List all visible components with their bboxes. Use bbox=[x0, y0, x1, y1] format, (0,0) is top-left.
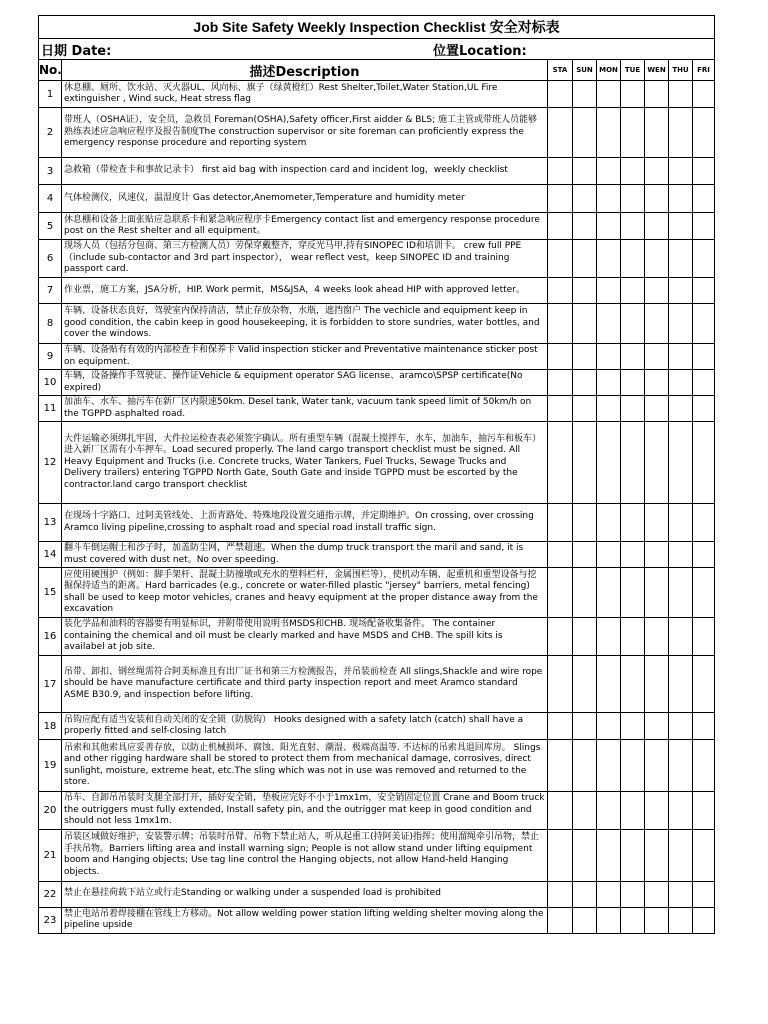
check-cell-thu[interactable] bbox=[669, 240, 693, 278]
item-number: 10 bbox=[39, 370, 62, 396]
check-cell-tue[interactable] bbox=[621, 568, 645, 618]
check-cell-tue[interactable] bbox=[621, 713, 645, 740]
check-cell-tue[interactable] bbox=[621, 907, 645, 933]
column-header-wen: WEN bbox=[645, 60, 669, 81]
check-cell-mon[interactable] bbox=[597, 213, 621, 240]
check-cell-sun[interactable] bbox=[573, 185, 597, 213]
check-cell-fri[interactable] bbox=[693, 792, 715, 830]
check-cell-thu[interactable] bbox=[669, 713, 693, 740]
check-cell-sun[interactable] bbox=[573, 713, 597, 740]
check-cell-fri[interactable] bbox=[693, 370, 715, 396]
table-row bbox=[39, 344, 715, 370]
checklist-items bbox=[39, 81, 715, 934]
item-description: 带班人（OSHA证），安全员，急救员 Foreman(OSHA),Safety officer,First aidder & BLS; 施工主管或带班人员能够熟练表述应急响应程序及报告制度The construction supervisor or site foreman can proficiently express the emergency response procedure and reporting system bbox=[62, 108, 548, 158]
check-cell-sun[interactable] bbox=[573, 881, 597, 907]
check-cell-sun[interactable] bbox=[573, 344, 597, 370]
check-cell-wen[interactable] bbox=[645, 278, 669, 304]
item-description: 禁止在悬挂荷载下站立或行走Standing or walking under a suspended load is prohibited bbox=[62, 881, 548, 907]
table-row bbox=[39, 542, 715, 568]
item-description: 翻斗车倒运帽土和沙子时，加盖防尘网，严禁超速。When the dump truck transport the maril and sand, it is must covered with dust net。No over speeding. bbox=[62, 542, 548, 568]
check-cell-thu[interactable] bbox=[669, 907, 693, 933]
table-row bbox=[39, 740, 715, 792]
table-row bbox=[39, 792, 715, 830]
check-cell-sta[interactable] bbox=[548, 656, 573, 713]
check-cell-tue[interactable] bbox=[621, 542, 645, 568]
check-cell-fri[interactable] bbox=[693, 344, 715, 370]
check-cell-thu[interactable] bbox=[669, 618, 693, 656]
check-cell-fri[interactable] bbox=[693, 618, 715, 656]
item-number: 6 bbox=[39, 240, 62, 278]
check-cell-wen[interactable] bbox=[645, 185, 669, 213]
item-description: 车辆、设备贴有有效的内部检查卡和保养卡 Valid inspection sticker and Preventative maintenance sticker post on equipment. bbox=[62, 344, 548, 370]
check-cell-tue[interactable] bbox=[621, 278, 645, 304]
check-cell-fri[interactable] bbox=[693, 740, 715, 792]
check-cell-sun[interactable] bbox=[573, 108, 597, 158]
check-cell-fri[interactable] bbox=[693, 158, 715, 185]
table-row bbox=[39, 185, 715, 213]
table-row bbox=[39, 396, 715, 422]
check-cell-fri[interactable] bbox=[693, 213, 715, 240]
check-cell-tue[interactable] bbox=[621, 344, 645, 370]
check-cell-mon[interactable] bbox=[597, 740, 621, 792]
item-description: 车辆，设备操作手驾驶证、操作证Vehicle & equipment operator SAG license、aramco\SPSP certificate(No expired) bbox=[62, 370, 548, 396]
check-cell-fri[interactable] bbox=[693, 881, 715, 907]
check-cell-thu[interactable] bbox=[669, 278, 693, 304]
date-label: 日期 Date: bbox=[41, 43, 112, 59]
check-cell-mon[interactable] bbox=[597, 344, 621, 370]
check-cell-wen[interactable] bbox=[645, 618, 669, 656]
table-row bbox=[39, 881, 715, 907]
item-description: 吊索和其他索具应妥善存放，以防止机械损坏、腐蚀、阳光直射、潮湿、极端高温等. 不达标的吊索具退回库房。 Slings and other rigging hardware shall be stored to protect them from mechanical damage, corrosives, direct sunlight, moisture, extreme heat, etc.The sling which was not in use was removed and returned to the store. bbox=[62, 740, 548, 792]
check-cell-mon[interactable] bbox=[597, 713, 621, 740]
table-row bbox=[39, 81, 715, 108]
check-cell-wen[interactable] bbox=[645, 108, 669, 158]
item-number: 19 bbox=[39, 740, 62, 792]
item-description: 加油车、水车、抽污车在新厂区内限速50km. Desel tank, Water tank, vacuum tank speed limit of 50km/h on the TGPPD asphalted road. bbox=[62, 396, 548, 422]
checklist-sheet bbox=[38, 15, 714, 934]
check-cell-tue[interactable] bbox=[621, 504, 645, 542]
check-cell-fri[interactable] bbox=[693, 504, 715, 542]
check-cell-tue[interactable] bbox=[621, 881, 645, 907]
check-cell-thu[interactable] bbox=[669, 108, 693, 158]
check-cell-fri[interactable] bbox=[693, 185, 715, 213]
check-cell-thu[interactable] bbox=[669, 185, 693, 213]
page-title: Job Site Safety Weekly Inspection Checklist 安全对标表 bbox=[39, 16, 715, 39]
check-cell-tue[interactable] bbox=[621, 792, 645, 830]
check-cell-tue[interactable] bbox=[621, 370, 645, 396]
check-cell-sta[interactable] bbox=[548, 792, 573, 830]
check-cell-mon[interactable] bbox=[597, 792, 621, 830]
check-cell-tue[interactable] bbox=[621, 304, 645, 344]
table-row bbox=[39, 108, 715, 158]
check-cell-sun[interactable] bbox=[573, 370, 597, 396]
check-cell-sta[interactable] bbox=[548, 81, 573, 108]
check-cell-thu[interactable] bbox=[669, 792, 693, 830]
item-number: 23 bbox=[39, 907, 62, 933]
check-cell-sta[interactable] bbox=[548, 504, 573, 542]
table-row bbox=[39, 422, 715, 504]
check-cell-sun[interactable] bbox=[573, 656, 597, 713]
check-cell-fri[interactable] bbox=[693, 304, 715, 344]
check-cell-tue[interactable] bbox=[621, 396, 645, 422]
check-cell-thu[interactable] bbox=[669, 213, 693, 240]
check-cell-wen[interactable] bbox=[645, 213, 669, 240]
check-cell-sun[interactable] bbox=[573, 907, 597, 933]
item-number: 13 bbox=[39, 504, 62, 542]
item-description: 装化学品和油料的容器要有明显标识，并附带使用说明书MSDS和CHB. 现场配备收集备件。 The container containing the chemical and oil must be clearly marked and have MSDS and CHB. The spill kits is availabel at job site. bbox=[62, 618, 548, 656]
item-number: 15 bbox=[39, 568, 62, 618]
check-cell-wen[interactable] bbox=[645, 907, 669, 933]
check-cell-sun[interactable] bbox=[573, 542, 597, 568]
item-number: 9 bbox=[39, 344, 62, 370]
check-cell-sta[interactable] bbox=[548, 344, 573, 370]
column-header-no: No. bbox=[39, 60, 62, 81]
check-cell-thu[interactable] bbox=[669, 740, 693, 792]
check-cell-tue[interactable] bbox=[621, 422, 645, 504]
column-header-row bbox=[39, 60, 715, 81]
check-cell-mon[interactable] bbox=[597, 370, 621, 396]
check-cell-fri[interactable] bbox=[693, 108, 715, 158]
check-cell-thu[interactable] bbox=[669, 829, 693, 881]
check-cell-mon[interactable] bbox=[597, 108, 621, 158]
item-number: 21 bbox=[39, 829, 62, 881]
table-row bbox=[39, 568, 715, 618]
check-cell-tue[interactable] bbox=[621, 656, 645, 713]
check-cell-wen[interactable] bbox=[645, 422, 669, 504]
item-number: 11 bbox=[39, 396, 62, 422]
item-description: 休息棚和设备上面张贴应急联系卡和紧急响应程序卡Emergency contact list and emergency response procedure post on the Rest shelter and all equipment。 bbox=[62, 213, 548, 240]
check-cell-wen[interactable] bbox=[645, 542, 669, 568]
check-cell-tue[interactable] bbox=[621, 185, 645, 213]
check-cell-fri[interactable] bbox=[693, 829, 715, 881]
check-cell-mon[interactable] bbox=[597, 656, 621, 713]
check-cell-sta[interactable] bbox=[548, 618, 573, 656]
item-number: 22 bbox=[39, 881, 62, 907]
check-cell-sun[interactable] bbox=[573, 740, 597, 792]
check-cell-wen[interactable] bbox=[645, 881, 669, 907]
check-cell-tue[interactable] bbox=[621, 829, 645, 881]
check-cell-sun[interactable] bbox=[573, 792, 597, 830]
check-cell-sun[interactable] bbox=[573, 829, 597, 881]
table-row bbox=[39, 504, 715, 542]
check-cell-thu[interactable] bbox=[669, 158, 693, 185]
check-cell-sta[interactable] bbox=[548, 568, 573, 618]
check-cell-sun[interactable] bbox=[573, 240, 597, 278]
item-description: 作业票，施工方案，JSA分析，HIP. Work permit，MS&JSA，4 weeks look ahead HIP with approved letter。 bbox=[62, 278, 548, 304]
check-cell-fri[interactable] bbox=[693, 240, 715, 278]
check-cell-mon[interactable] bbox=[597, 81, 621, 108]
table-row bbox=[39, 370, 715, 396]
table-row bbox=[39, 713, 715, 740]
column-header-sta: STA bbox=[548, 60, 573, 81]
check-cell-sta[interactable] bbox=[548, 907, 573, 933]
check-cell-sun[interactable] bbox=[573, 422, 597, 504]
check-cell-mon[interactable] bbox=[597, 304, 621, 344]
check-cell-wen[interactable] bbox=[645, 240, 669, 278]
check-cell-wen[interactable] bbox=[645, 740, 669, 792]
table-row bbox=[39, 158, 715, 185]
table-row bbox=[39, 656, 715, 713]
check-cell-thu[interactable] bbox=[669, 656, 693, 713]
check-cell-sta[interactable] bbox=[548, 422, 573, 504]
check-cell-sun[interactable] bbox=[573, 396, 597, 422]
check-cell-sta[interactable] bbox=[548, 370, 573, 396]
table-row bbox=[39, 618, 715, 656]
column-header-thu: THU bbox=[669, 60, 693, 81]
check-cell-sta[interactable] bbox=[548, 108, 573, 158]
check-cell-thu[interactable] bbox=[669, 542, 693, 568]
item-number: 20 bbox=[39, 792, 62, 830]
check-cell-mon[interactable] bbox=[597, 422, 621, 504]
check-cell-fri[interactable] bbox=[693, 396, 715, 422]
item-number: 4 bbox=[39, 185, 62, 213]
item-description: 应使用硬围护（例如：脚手架杆、混凝土防撞墩或充水的塑料栏杆，金属围栏等），使机动车辆、起重机和重型设备与挖掘保持适当的距离。Hard barricades (e.g., concrete or water-filled plastic "jersey" barriers, metal fencing) shall be used to keep motor vehicles, cranes and heavy equipment at the proper distance away from the excavation bbox=[62, 568, 548, 618]
item-description: 急救箱（带检查卡和事故记录卡） first aid bag with inspection card and incident log，weekly checklist bbox=[62, 158, 548, 185]
check-cell-thu[interactable] bbox=[669, 881, 693, 907]
item-number: 17 bbox=[39, 656, 62, 713]
table-row bbox=[39, 907, 715, 933]
check-cell-wen[interactable] bbox=[645, 396, 669, 422]
check-cell-tue[interactable] bbox=[621, 240, 645, 278]
column-header-tue: TUE bbox=[621, 60, 645, 81]
check-cell-sun[interactable] bbox=[573, 304, 597, 344]
item-description: 在现场十字路口、过阿美管线处、上沥青路处、特殊地段设置交通指示牌，并定期维护。On crossing, over crossing Aramco living pipeline,crossing to asphalt road and special road install traffic sign. bbox=[62, 504, 548, 542]
check-cell-thu[interactable] bbox=[669, 81, 693, 108]
item-description: 吊钩应配有适当安装和自动关闭的安全锁（防脱钩） Hooks designed with a safety latch (catch) shall have a properly fitted and self-closing latch bbox=[62, 713, 548, 740]
check-cell-wen[interactable] bbox=[645, 370, 669, 396]
column-header-description: 描述Description bbox=[62, 60, 548, 81]
check-cell-sta[interactable] bbox=[548, 542, 573, 568]
check-cell-wen[interactable] bbox=[645, 304, 669, 344]
check-cell-wen[interactable] bbox=[645, 792, 669, 830]
table-row bbox=[39, 829, 715, 881]
item-number: 14 bbox=[39, 542, 62, 568]
check-cell-wen[interactable] bbox=[645, 656, 669, 713]
check-cell-tue[interactable] bbox=[621, 108, 645, 158]
check-cell-wen[interactable] bbox=[645, 344, 669, 370]
item-description: 休息棚、厕所、饮水站、灭火器UL、风向标、旗子（绿黄橙红）Rest Shelter,Toilet,Water Station,UL Fire extinguisher , Wind suck, Heat stress flag bbox=[62, 81, 548, 108]
item-description: 车辆、设备状态良好，驾驶室内保持清洁，禁止存放杂物，水瓶，遮挡窗户 The vechicle and equipment keep in good condition, the cabin keep in good housekeeping, it is forbidden to store sundries, water bottles, and cover the windows. bbox=[62, 304, 548, 344]
check-cell-thu[interactable] bbox=[669, 370, 693, 396]
location-label: 位置Location: bbox=[433, 43, 527, 59]
check-cell-mon[interactable] bbox=[597, 185, 621, 213]
table-row bbox=[39, 278, 715, 304]
check-cell-sun[interactable] bbox=[573, 618, 597, 656]
check-cell-wen[interactable] bbox=[645, 829, 669, 881]
item-number: 1 bbox=[39, 81, 62, 108]
check-cell-tue[interactable] bbox=[621, 213, 645, 240]
check-cell-fri[interactable] bbox=[693, 713, 715, 740]
check-cell-tue[interactable] bbox=[621, 81, 645, 108]
item-number: 2 bbox=[39, 108, 62, 158]
item-number: 12 bbox=[39, 422, 62, 504]
check-cell-thu[interactable] bbox=[669, 504, 693, 542]
table-row bbox=[39, 213, 715, 240]
check-cell-thu[interactable] bbox=[669, 568, 693, 618]
check-cell-mon[interactable] bbox=[597, 568, 621, 618]
item-number: 16 bbox=[39, 618, 62, 656]
check-cell-sta[interactable] bbox=[548, 740, 573, 792]
check-cell-sta[interactable] bbox=[548, 240, 573, 278]
check-cell-tue[interactable] bbox=[621, 158, 645, 185]
item-number: 5 bbox=[39, 213, 62, 240]
check-cell-mon[interactable] bbox=[597, 907, 621, 933]
check-cell-mon[interactable] bbox=[597, 278, 621, 304]
check-cell-wen[interactable] bbox=[645, 713, 669, 740]
check-cell-sta[interactable] bbox=[548, 185, 573, 213]
check-cell-wen[interactable] bbox=[645, 81, 669, 108]
check-cell-mon[interactable] bbox=[597, 240, 621, 278]
check-cell-mon[interactable] bbox=[597, 504, 621, 542]
check-cell-thu[interactable] bbox=[669, 396, 693, 422]
check-cell-fri[interactable] bbox=[693, 81, 715, 108]
check-cell-thu[interactable] bbox=[669, 422, 693, 504]
check-cell-sta[interactable] bbox=[548, 304, 573, 344]
check-cell-fri[interactable] bbox=[693, 907, 715, 933]
check-cell-wen[interactable] bbox=[645, 568, 669, 618]
item-number: 3 bbox=[39, 158, 62, 185]
check-cell-mon[interactable] bbox=[597, 542, 621, 568]
check-cell-mon[interactable] bbox=[597, 158, 621, 185]
table-row bbox=[39, 304, 715, 344]
item-number: 18 bbox=[39, 713, 62, 740]
check-cell-sun[interactable] bbox=[573, 568, 597, 618]
date-location-row bbox=[39, 39, 715, 60]
table-row bbox=[39, 240, 715, 278]
check-cell-wen[interactable] bbox=[645, 158, 669, 185]
check-cell-thu[interactable] bbox=[669, 304, 693, 344]
item-description: 现场人员（包括分包商、第三方检测人员）劳保穿戴整齐，穿反光马甲,持有SINOPEC ID和培训卡。 crew full PPE （include sub-contactor and 3rd part inspector）， wear reflect vest，keep SINOPEC ID and training passport card. bbox=[62, 240, 548, 278]
check-cell-sun[interactable] bbox=[573, 213, 597, 240]
item-description: 气体检测仪，风速仪，温湿度计 Gas detector,Anemometer,Temperature and humidity meter bbox=[62, 185, 548, 213]
check-cell-sta[interactable] bbox=[548, 829, 573, 881]
checklist-table bbox=[38, 15, 715, 934]
check-cell-fri[interactable] bbox=[693, 568, 715, 618]
column-header-fri: FRI bbox=[693, 60, 715, 81]
column-header-mon: MON bbox=[597, 60, 621, 81]
check-cell-sta[interactable] bbox=[548, 278, 573, 304]
check-cell-thu[interactable] bbox=[669, 344, 693, 370]
check-cell-sun[interactable] bbox=[573, 504, 597, 542]
check-cell-tue[interactable] bbox=[621, 740, 645, 792]
check-cell-sta[interactable] bbox=[548, 396, 573, 422]
check-cell-fri[interactable] bbox=[693, 278, 715, 304]
item-description: 吊装区域做好维护，安装警示牌；吊装时吊臂、吊物下禁止站人，听从起重工(持阿美证)指挥；使用溜绳牵引吊物，禁止手扶吊物。Barriers lifting area and install warning sign; People is not allow stand under lifting equipment boom and Hanging objects; Use tag line control the Hanging objects, not allow Hand-held Hanging objects. bbox=[62, 829, 548, 881]
check-cell-mon[interactable] bbox=[597, 829, 621, 881]
check-cell-sta[interactable] bbox=[548, 881, 573, 907]
check-cell-mon[interactable] bbox=[597, 881, 621, 907]
check-cell-sun[interactable] bbox=[573, 81, 597, 108]
check-cell-fri[interactable] bbox=[693, 542, 715, 568]
check-cell-sta[interactable] bbox=[548, 213, 573, 240]
item-number: 8 bbox=[39, 304, 62, 344]
item-description: 吊车、自卸吊吊装时支腿全部打开，插好安全销，垫板应完好不小于1mx1m，安全销固定位置 Crane and Boom truck the outriggers must fully extended, Install safety pin, and the outrigger mat keep in good condition and should not less 1mx1m. bbox=[62, 792, 548, 830]
check-cell-fri[interactable] bbox=[693, 422, 715, 504]
check-cell-wen[interactable] bbox=[645, 504, 669, 542]
check-cell-sun[interactable] bbox=[573, 278, 597, 304]
check-cell-sun[interactable] bbox=[573, 158, 597, 185]
check-cell-sta[interactable] bbox=[548, 158, 573, 185]
item-description: 大件运输必须绑扎牢固，大件拉运检查表必须签字确认。所有重型车辆（混凝土搅拌车，水车，加油车，抽污车和板车）进入新厂区需有小车押车。Load secured properly. The land cargo transport checklist must be signed. All Heavy Equipment and Trucks (i.e. Concrete trucks, Water Tankers, Fuel Trucks, Sewage Trucks and Delivery trailers) entering TGPPD North Gate, South Gate and inside TGPPD must be escorted by the contractor.land cargo transport checklist bbox=[62, 422, 548, 504]
item-description: 禁止电站吊着焊接棚在管线上方移动。Not allow welding power station lifting welding shelter moving along the pipeline upside bbox=[62, 907, 548, 933]
check-cell-sta[interactable] bbox=[548, 713, 573, 740]
check-cell-mon[interactable] bbox=[597, 396, 621, 422]
check-cell-mon[interactable] bbox=[597, 618, 621, 656]
column-header-sun: SUN bbox=[573, 60, 597, 81]
item-number: 7 bbox=[39, 278, 62, 304]
item-description: 吊带、卸扣、钢丝绳需符合阿美标准且有出厂证书和第三方检测报告，并吊装前检查 All slings,Shackle and wire rope should be have manufacture certificate and third party inspection report and meet Aramco standard ASME B30.9, and inspection before lifting. bbox=[62, 656, 548, 713]
check-cell-tue[interactable] bbox=[621, 618, 645, 656]
check-cell-fri[interactable] bbox=[693, 656, 715, 713]
